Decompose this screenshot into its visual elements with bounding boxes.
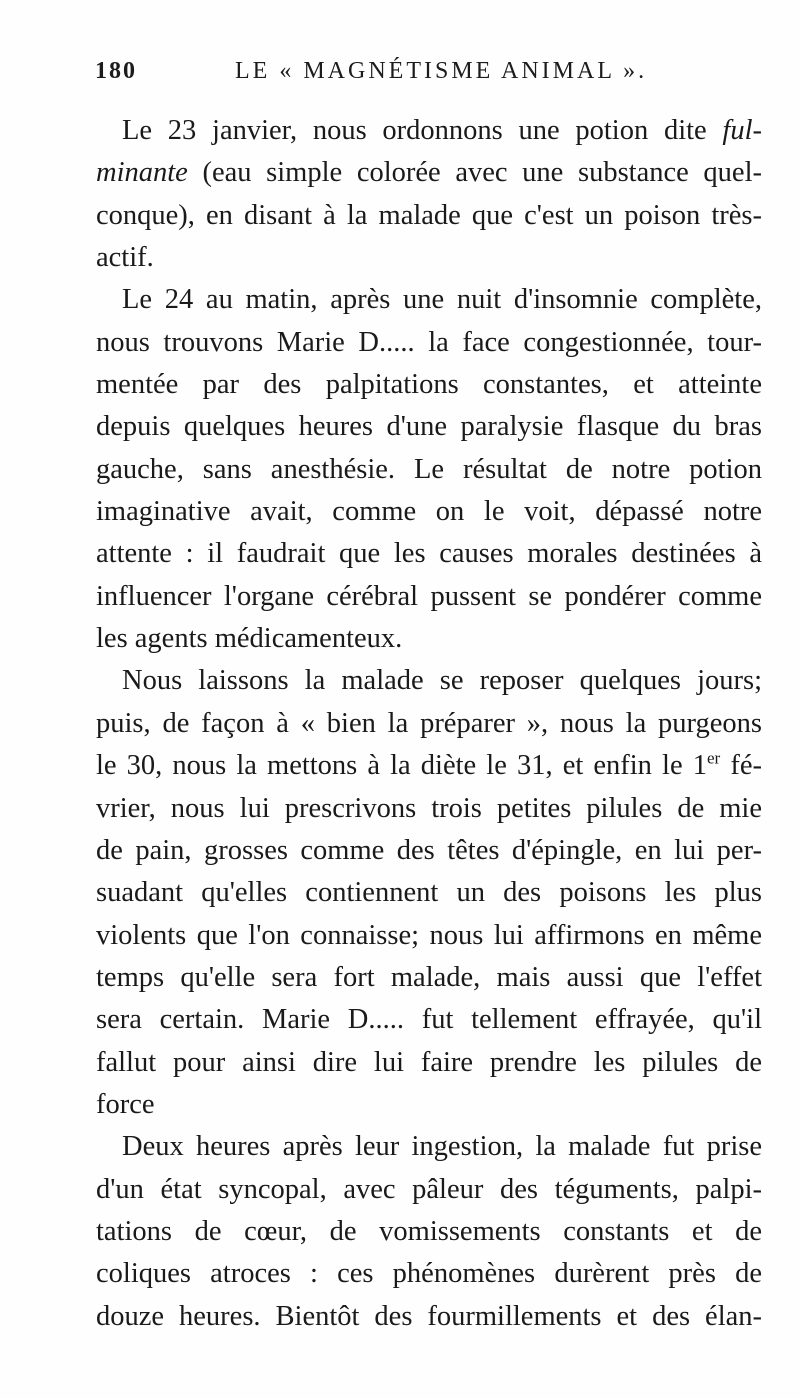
page-number: 180 — [95, 58, 137, 84]
italic-word: ful- — [722, 115, 762, 146]
text-line: nous trouvons Marie D..... la face congestionnée, tour- — [96, 326, 762, 358]
text-line: conque), en disant à la malade que c'est un poison très- — [96, 199, 762, 231]
text-line: tations de cœur, de vomissements constants et de — [96, 1215, 762, 1247]
text-line: le 30, nous la mettons à la diète le 31, et enfin le 1er fé- — [96, 748, 762, 782]
text-line: les agents médicamenteux. — [96, 623, 403, 655]
text-line: Le 24 au matin, après une nuit d'insomnie complète, — [122, 284, 762, 316]
text-line: gauche, sans anesthésie. Le résultat de notre potion — [96, 453, 762, 485]
text-line: coliques atroces : ces phénomènes durèrent près de — [96, 1258, 762, 1290]
superscript: er — [706, 748, 721, 768]
text-line: Le 23 janvier, nous ordonnons une potion dite ful- — [122, 115, 762, 146]
text-line: puis, de façon à « bien la préparer », nous la purgeons — [96, 707, 762, 739]
body-text — [96, 110, 762, 1338]
text-line: d'un état syncopal, avec pâleur des téguments, palpi- — [96, 1173, 762, 1205]
text-line: force — [96, 1088, 155, 1120]
text-line: sera certain. Marie D..... fut tellement effrayée, qu'il — [96, 1004, 762, 1036]
italic-word: minante — [96, 157, 188, 189]
text-line: Deux heures après leur ingestion, la malade fut prise — [122, 1131, 762, 1163]
text-line: violents que l'on connaisse; nous lui affirmons en même — [96, 919, 762, 951]
text-line: vrier, nous lui prescrivons trois petites pilules de mie — [96, 792, 762, 824]
text-line: fallut pour ainsi dire lui faire prendre les pilules de — [96, 1046, 762, 1078]
text-line: minante (eau simple colorée avec une substance quel- — [96, 157, 762, 189]
text-line: actif. — [96, 242, 154, 274]
running-title: LE « MAGNÉTISME ANIMAL ». — [235, 58, 648, 84]
text-line: attente : il faudrait que les causes morales destinées à — [96, 538, 762, 570]
text-line: depuis quelques heures d'une paralysie flasque du bras — [96, 411, 762, 443]
text-line: mentée par des palpitations constantes, et atteinte — [96, 369, 762, 401]
text-line: temps qu'elle sera fort malade, mais aussi que l'effet — [96, 961, 762, 993]
text-line: imaginative avait, comme on le voit, dépassé notre — [96, 496, 762, 528]
text-line: Nous laissons la malade se reposer quelques jours; — [122, 665, 762, 697]
text-line: influencer l'organe cérébral pussent se pondérer comme — [96, 580, 762, 612]
text-line: suadant qu'elles contiennent un des poisons les plus — [96, 877, 762, 909]
text-line: de pain, grosses comme des têtes d'épingle, en lui per- — [96, 834, 762, 866]
text-line: douze heures. Bientôt des fourmillements et des élan- — [96, 1300, 762, 1332]
